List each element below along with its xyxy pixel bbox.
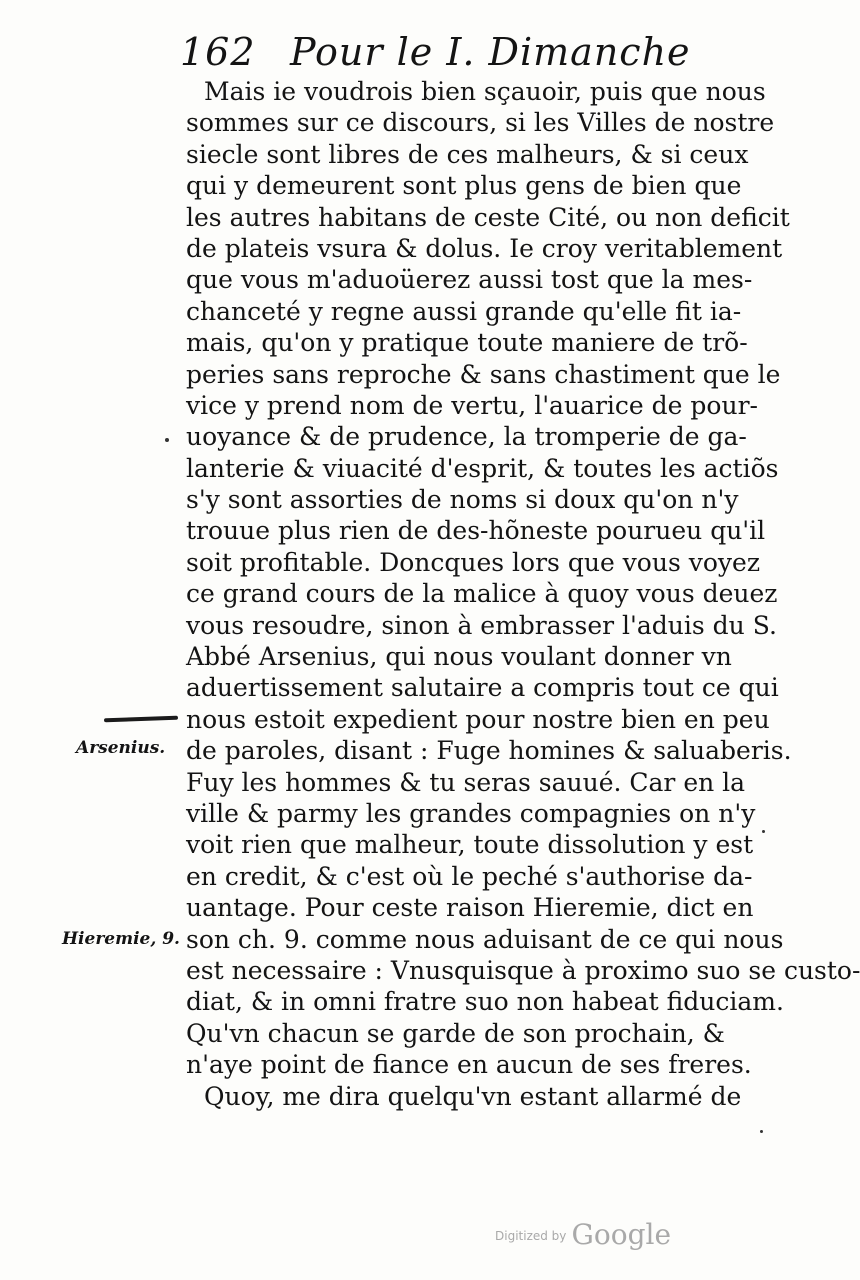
text-line: siecle sont libres de ces malheurs, & si ceux (186, 139, 749, 169)
ink-speck (760, 1130, 763, 1133)
margin-note-arsenius: Arsenius. (76, 738, 166, 758)
text-line: de paroles, disant : Fuge homines & saluaberis. (186, 736, 792, 766)
text-line: aduertissement salutaire a compris tout ce qui (186, 673, 779, 703)
text-line: Qu'vn chacun se garde de son prochain, & (186, 1018, 725, 1048)
ink-speck (762, 830, 765, 833)
text-line: lanterie & viuacité d'esprit, & toutes les actiõs (186, 453, 779, 483)
text-line: en credit, & c'est où le peché s'authorise da- (186, 861, 753, 891)
text-line: les autres habitans de ceste Cité, ou non deficit (186, 202, 790, 232)
text-line: uantage. Pour ceste raison Hieremie, dict en (186, 893, 754, 923)
text-line: peries sans reproche & sans chastiment que le (186, 359, 781, 389)
body-text (186, 76, 860, 1112)
text-line: est necessaire : Vnusquisque à proximo suo se custo- (186, 955, 860, 985)
google-watermark (495, 1218, 671, 1251)
margin-rule (104, 716, 178, 723)
text-line: qui y demeurent sont plus gens de bien que (186, 171, 742, 201)
text-line: nous estoit expedient pour nostre bien en peu (186, 704, 770, 734)
text-line: Mais ie voudrois bien sçauoir, puis que nous (204, 77, 766, 106)
text-line: chanceté y regne aussi grande qu'elle fit ia- (186, 296, 742, 326)
running-head: Pour le I. Dimanche (290, 30, 691, 74)
ink-speck (165, 438, 169, 442)
text-line: mais, qu'on y pratique toute maniere de trõ- (186, 328, 748, 358)
watermark-brand: Google (571, 1218, 672, 1251)
text-line: n'aye point de fiance en aucun de ses freres. (186, 1050, 752, 1080)
text-line: Abbé Arsenius, qui nous voulant donner vn (186, 642, 732, 672)
page-header (180, 30, 700, 74)
text-line: trouue plus rien de des-hõneste pourueu qu'il (186, 516, 766, 546)
text-line: Fuy les hommes & tu seras sauué. Car en la (186, 767, 746, 797)
page-number: 162 (180, 30, 256, 74)
text-line: ville & parmy les grandes compagnies on n'y (186, 798, 756, 828)
text-line: Quoy, me dira quelqu'vn estant allarmé de (204, 1081, 742, 1111)
text-line: s'y sont assorties de noms si doux qu'on n'y (186, 485, 739, 515)
text-line: que vous m'aduoüerez aussi tost que la mes- (186, 265, 753, 295)
text-line: soit profitable. Doncques lors que vous voyez (186, 547, 760, 577)
text-line: ce grand cours de la malice à quoy vous deuez (186, 579, 778, 609)
text-line: vous resoudre, sinon à embrasser l'aduis du S. (186, 610, 777, 640)
text-line: diat, & in omni fratre suo non habeat fiduciam. (186, 987, 784, 1017)
text-line: sommes sur ce discours, si les Villes de nostre (186, 108, 775, 138)
text-line: de plateis vsura & dolus. Ie croy veritablement (186, 233, 783, 263)
watermark-prefix: Digitized by (495, 1229, 567, 1243)
text-line: vice y prend nom de vertu, l'auarice de pour- (186, 390, 758, 420)
text-line: son ch. 9. comme nous aduisant de ce qui nous (186, 924, 784, 954)
margin-note-hieremie: Hieremie, 9. (62, 929, 180, 949)
text-line: uoyance & de prudence, la tromperie de ga- (186, 422, 747, 452)
text-line: voit rien que malheur, toute dissolution y est (186, 830, 754, 860)
